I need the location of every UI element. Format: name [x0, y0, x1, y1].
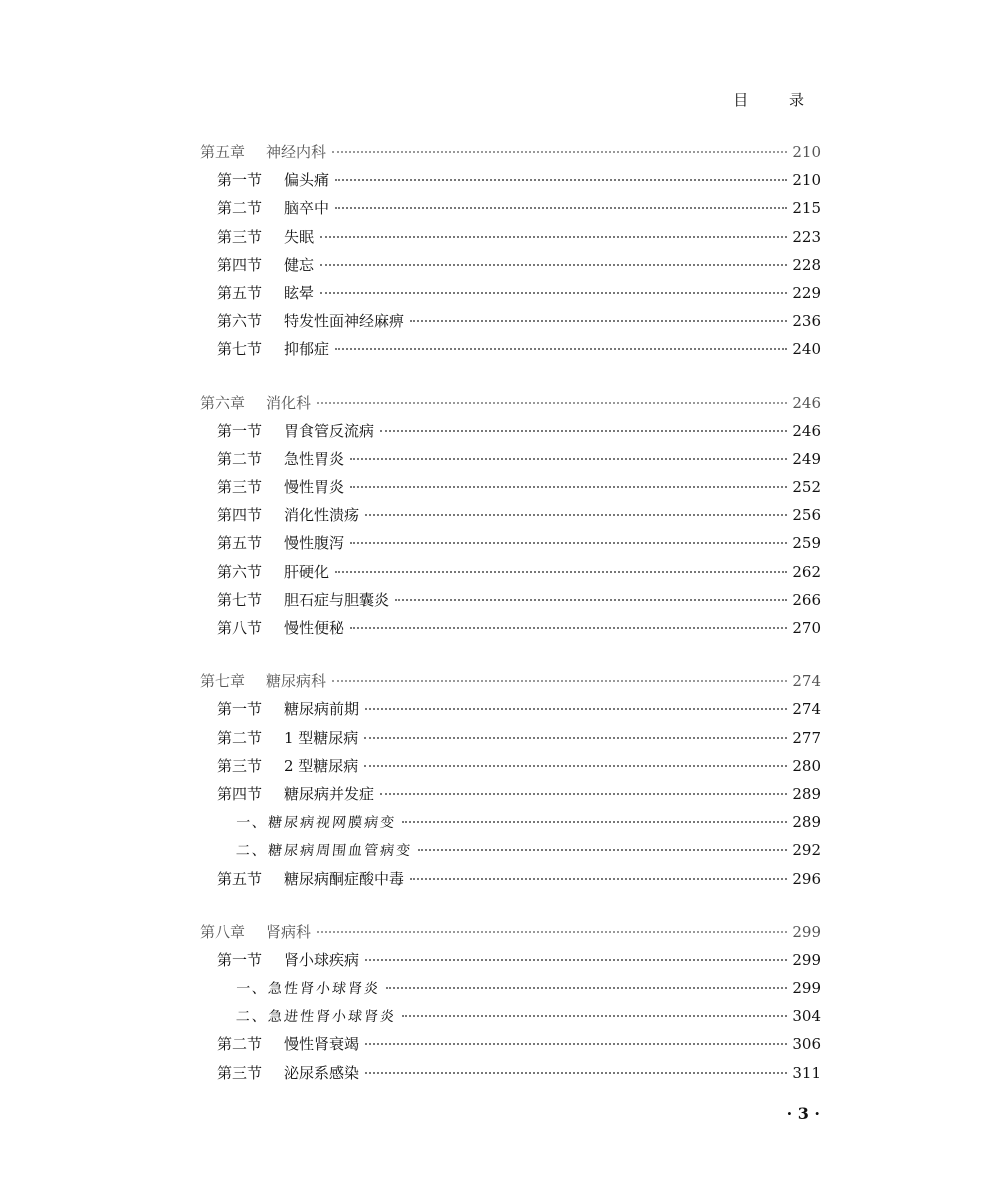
- section-number: 第三节: [217, 478, 263, 497]
- page-ref: 215: [792, 199, 821, 218]
- dot-leader: [402, 821, 787, 823]
- page-ref: 306: [792, 1035, 821, 1054]
- section-number: 第四节: [217, 784, 263, 803]
- page-ref: 210: [792, 143, 821, 161]
- page-ref: 228: [792, 255, 821, 274]
- entry-title: 糖尿病前期: [284, 700, 360, 719]
- section-number: 第七节: [217, 590, 263, 609]
- toc-section-entry: [200, 417, 821, 445]
- toc-chapter-entry: [200, 667, 821, 695]
- dot-leader: [335, 179, 787, 181]
- dot-leader: [386, 987, 787, 989]
- dot-leader: [364, 737, 787, 739]
- entry-title: 慢性肾衰竭: [284, 1035, 360, 1054]
- entry-title: 慢性腹泻: [284, 534, 345, 553]
- entry-title: 慢性便秘: [284, 619, 345, 637]
- toc-section-entry: [200, 724, 821, 752]
- section-number: 第四节: [217, 255, 263, 274]
- dot-leader: [365, 959, 787, 961]
- section-number: 第四节: [217, 506, 263, 525]
- page-ref: 240: [792, 340, 821, 359]
- toc-chapter-entry: [200, 138, 821, 166]
- page-number: · 3 ·: [786, 1104, 820, 1123]
- dot-leader: [395, 599, 787, 601]
- page-ref: 289: [792, 784, 821, 803]
- toc-chapter-entry: [200, 389, 821, 417]
- section-number: 第七节: [217, 340, 263, 359]
- toc-section-entry: [200, 1059, 821, 1087]
- toc-chapter-entry: [200, 918, 821, 946]
- section-number: 第一节: [217, 950, 263, 969]
- entry-title: 糖尿病酮症酸中毒: [284, 869, 405, 888]
- table-of-contents: [200, 138, 821, 1112]
- toc-section-entry: [200, 501, 821, 529]
- toc-section-entry: [200, 752, 821, 780]
- entry-title: 胃食管反流病: [284, 421, 375, 440]
- page-ref: 274: [792, 700, 821, 719]
- section-number: 第五节: [217, 869, 263, 888]
- entry-title: 肝硬化: [284, 562, 330, 581]
- page-ref: 289: [792, 813, 821, 832]
- section-number: 第一节: [217, 700, 263, 719]
- page-ref: 229: [792, 283, 821, 302]
- section-number: 第六节: [217, 562, 263, 581]
- dot-leader: [335, 571, 787, 573]
- entry-title: 急性胃炎: [284, 449, 345, 468]
- chapter-block: [200, 667, 821, 893]
- section-number: 第一节: [217, 171, 263, 190]
- page-ref: 252: [792, 478, 821, 497]
- dot-leader: [410, 878, 787, 880]
- dot-leader: [365, 1072, 787, 1074]
- page-ref: 210: [792, 171, 821, 190]
- dot-leader: [365, 514, 787, 516]
- section-number: 第二节: [217, 199, 263, 218]
- toc-section-entry: [200, 223, 821, 251]
- chapter-block: [200, 918, 821, 1087]
- toc-subentry: [200, 808, 821, 836]
- dot-leader: [350, 458, 787, 460]
- dot-leader: [410, 320, 787, 322]
- page-ref: 246: [792, 393, 821, 412]
- dot-leader: [350, 542, 787, 544]
- page-ref: 277: [792, 728, 821, 747]
- entry-title: 二、急进性肾小球肾炎: [235, 1009, 397, 1026]
- toc-section-entry: [200, 529, 821, 557]
- dot-leader: [320, 292, 787, 294]
- section-number: 第五节: [217, 534, 263, 553]
- dot-leader: [332, 151, 787, 153]
- dot-leader: [350, 627, 787, 629]
- dot-leader: [320, 236, 787, 238]
- page-ref: 246: [792, 421, 821, 440]
- entry-title: 神经内科: [266, 143, 327, 161]
- dot-leader: [380, 430, 787, 432]
- dot-leader: [365, 708, 787, 710]
- page-ref: 259: [792, 534, 821, 553]
- toc-section-entry: [200, 586, 821, 614]
- chapter-block: [200, 389, 821, 643]
- chapter-number: 第六章: [200, 393, 246, 412]
- dot-leader: [335, 348, 787, 350]
- toc-section-entry: [200, 194, 821, 222]
- chapter-block: [200, 138, 821, 364]
- entry-title: 消化科: [266, 393, 312, 412]
- dot-leader: [317, 931, 787, 933]
- dot-leader: [317, 402, 787, 404]
- section-number: 第二节: [217, 1035, 263, 1054]
- entry-title: 眩晕: [284, 283, 315, 302]
- toc-section-entry: [200, 614, 821, 642]
- entry-title: 慢性胃炎: [284, 478, 345, 497]
- entry-title: 糖尿病并发症: [284, 784, 375, 803]
- dot-leader: [335, 207, 787, 209]
- page-ref: 292: [792, 841, 821, 860]
- page-ref: 299: [792, 950, 821, 969]
- toc-section-entry: [200, 780, 821, 808]
- toc-section-entry: [200, 865, 821, 893]
- toc-subentry: [200, 836, 821, 864]
- entry-title: 肾小球疾病: [284, 950, 360, 969]
- dot-leader: [402, 1015, 787, 1017]
- entry-title: 脑卒中: [284, 199, 330, 218]
- entry-title: 健忘: [284, 255, 315, 274]
- toc-section-entry: [200, 166, 821, 194]
- page-ref: 236: [792, 312, 821, 331]
- dot-leader: [380, 793, 787, 795]
- chapter-number: 第八章: [200, 922, 246, 941]
- section-number: 第三节: [217, 227, 263, 246]
- section-number: 第三节: [217, 1063, 263, 1082]
- entry-title: 特发性面神经麻痹: [284, 312, 405, 331]
- section-number: 第二节: [217, 449, 263, 468]
- page-ref: 299: [792, 979, 821, 998]
- entry-title: 糖尿病科: [266, 672, 327, 691]
- toc-section-entry: [200, 335, 821, 363]
- running-header: 目 录: [733, 91, 822, 109]
- page-ref: 280: [792, 756, 821, 775]
- toc-section-entry: [200, 307, 821, 335]
- toc-section-entry: [200, 279, 821, 307]
- page-ref: 304: [792, 1007, 821, 1026]
- entry-title: 偏头痛: [284, 171, 330, 190]
- dot-leader: [332, 680, 787, 682]
- entry-title: 肾病科: [266, 922, 312, 941]
- toc-subentry: [200, 974, 821, 1002]
- toc-section-entry: [200, 251, 821, 279]
- dot-leader: [365, 1043, 787, 1045]
- chapter-number: 第五章: [200, 143, 246, 161]
- page-ref: 223: [792, 227, 821, 246]
- section-number: 第六节: [217, 312, 263, 331]
- entry-title: 抑郁症: [284, 340, 330, 359]
- entry-title: 失眠: [284, 227, 315, 246]
- page-ref: 256: [792, 506, 821, 525]
- entry-title: 2 型糖尿病: [284, 756, 359, 775]
- chapter-number: 第七章: [200, 672, 246, 691]
- entry-title: 一、急性肾小球肾炎: [235, 981, 381, 998]
- dot-leader: [350, 486, 787, 488]
- page-ref: 270: [792, 619, 821, 637]
- section-number: 第三节: [217, 756, 263, 775]
- toc-subentry: [200, 1002, 821, 1030]
- toc-section-entry: [200, 695, 821, 723]
- entry-title: 消化性溃疡: [284, 506, 360, 525]
- page-ref: 249: [792, 449, 821, 468]
- dot-leader: [320, 264, 787, 266]
- page-ref: 266: [792, 590, 821, 609]
- page-ref: 262: [792, 562, 821, 581]
- page-ref: 296: [792, 869, 821, 888]
- entry-title: 二、糖尿病周围血管病变: [235, 843, 413, 860]
- section-number: 第八节: [217, 619, 263, 637]
- toc-section-entry: [200, 1030, 821, 1058]
- toc-section-entry: [200, 473, 821, 501]
- toc-section-entry: [200, 445, 821, 473]
- toc-section-entry: [200, 946, 821, 974]
- entry-title: 1 型糖尿病: [284, 728, 359, 747]
- page-ref: 311: [792, 1063, 821, 1082]
- entry-title: 泌尿系感染: [284, 1063, 360, 1082]
- dot-leader: [364, 765, 787, 767]
- entry-title: 一、糖尿病视网膜病变: [235, 815, 397, 832]
- section-number: 第一节: [217, 421, 263, 440]
- page-ref: 299: [792, 922, 821, 941]
- dot-leader: [418, 849, 787, 851]
- section-number: 第五节: [217, 283, 263, 302]
- entry-title: 胆石症与胆囊炎: [284, 590, 390, 609]
- page-ref: 274: [792, 672, 821, 691]
- section-number: 第二节: [217, 728, 263, 747]
- toc-section-entry: [200, 558, 821, 586]
